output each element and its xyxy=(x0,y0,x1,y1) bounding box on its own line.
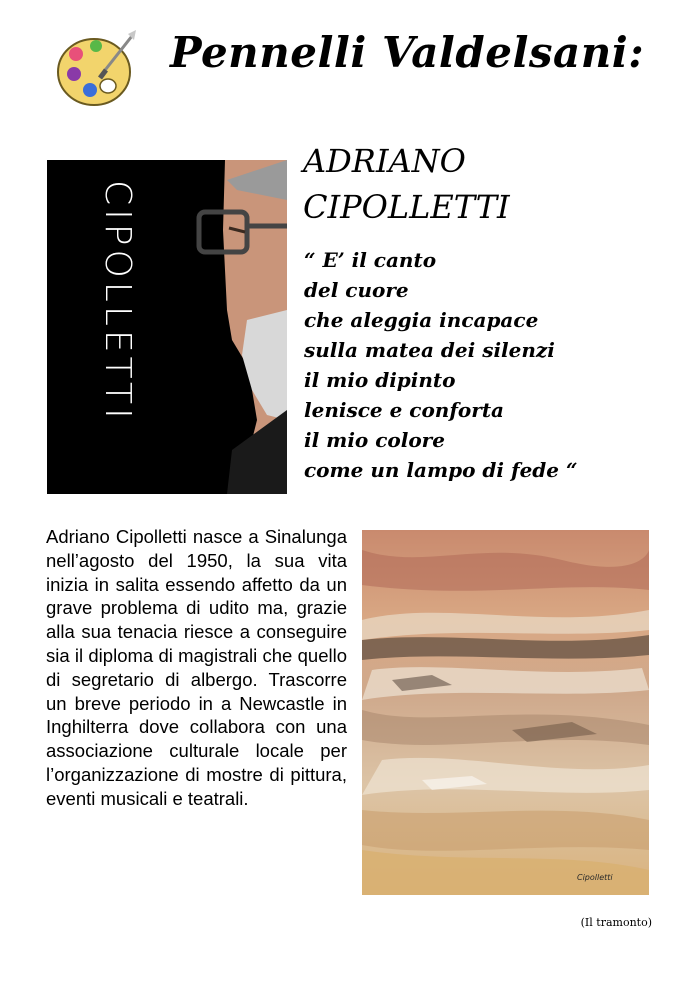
page-title: Pennelli Valdelsani: xyxy=(170,28,645,77)
poem-line: che aleggia incapace xyxy=(304,308,539,332)
palette-icon xyxy=(54,28,140,110)
painting-caption: (Il tramonto) xyxy=(580,916,652,929)
artist-first-name: ADRIANO xyxy=(303,142,466,180)
biography-text: Adriano Cipolletti nasce a Sinalunga nell’agosto del 1950, la sua vita inizia in salita essendo affetto da un grave problema di udito ma, grazie alla sua tenacia riesce a conseguire sia il diploma di magistrali che quello di segretario di albergo. Trascorre un breve periodo in a Newcastle in Inghilterra dove collabora con una associazione culturale locale per l’organizzazione di mostre di pittura, eventi musicali e teatrali. xyxy=(46,526,347,809)
portrait-name-vertical: CIPOLLETTI xyxy=(97,180,138,423)
painting-signature: Cipolletti xyxy=(577,873,613,882)
poem-line: sulla matea dei silenzi xyxy=(304,338,555,362)
artist-portrait xyxy=(47,160,287,494)
poem-line: lenisce e conforta xyxy=(304,398,505,422)
poem-line: del cuore xyxy=(304,278,409,302)
poem xyxy=(304,245,577,485)
painting-il-tramonto xyxy=(362,530,649,895)
poem-line: il mio dipinto xyxy=(304,368,456,392)
poem-line: “ E’ il canto xyxy=(304,248,437,272)
poem-line: come un lampo di fede “ xyxy=(304,458,578,482)
artist-name xyxy=(303,138,510,230)
artist-last-name: CIPOLLETTI xyxy=(303,188,510,226)
poem-line: il mio colore xyxy=(304,428,445,452)
